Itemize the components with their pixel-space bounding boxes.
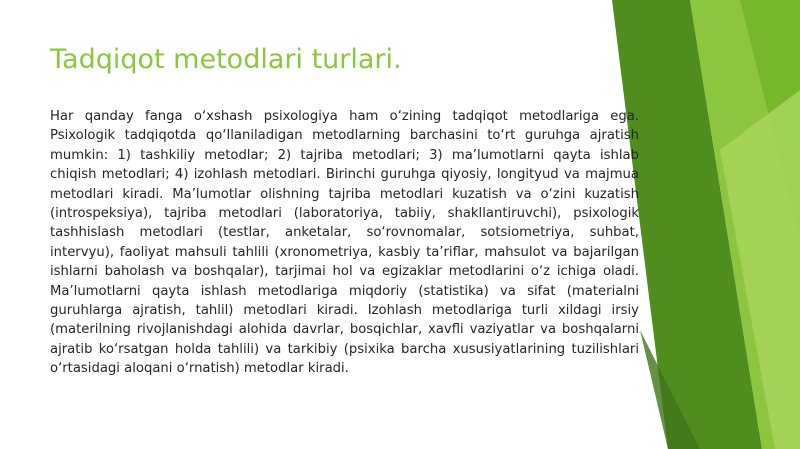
slide-body-text: Har qanday fanga o‘xshash psixologiya ham o‘zining tadqiqot metodlariga ega. Psixologik tadqiqotda qo‘llaniladigan metodlarning barchasini to‘rt guruhga ajratish mumkin: 1) tashkiliy metodlar; 2) tajriba metodlari; 3) ma’lumotlarni qayta ishlab chiqish metodlari; 4) izohlash metodlari. Birinchi guruhga qiyosiy, longityud va majmua metodlari kiradi. Ma’lumotlar olishning tajriba metodlari kuzatish va o‘zini kuzatish (introspeksiya), tajriba metodlari (laboratoriya, tabiiy, shakllantiruvchi), psixologik tashhislash metodlari (testlar, anketalar, so‘rovnomalar, sotsiometriya, suhbat, intervyu), faoliyat mahsuli tahlili (xronometriya, kasbiy ta’riflar, mahsulot va bajarilgan ishlarni baholash va boshqalar), tarjimai hol va egizaklar metodlarini o‘z ichiga oladi. Ma’lumotlarni qayta ishlash metodlariga miqdoriy (statistika) va sifat (materialni guruhlarga ajratish, tahlil) metodlari kiradi. Izohlash metodlariga turli xildagi irsiy (materilning rivojlanishdagi alohida davrlar, bosqichlar, xavfli vaziyatlar va boshqalarni ajratib ko‘rsatgan holda tahlili) va tarkibiy (psixika barcha xususiyatlarining tuzilishlari o‘rtasidagi aloqani o‘rnatish) metodlar kiradi. — [50, 109, 639, 377]
slide-title: Tadqiqot metodlari turlari. — [50, 44, 402, 75]
